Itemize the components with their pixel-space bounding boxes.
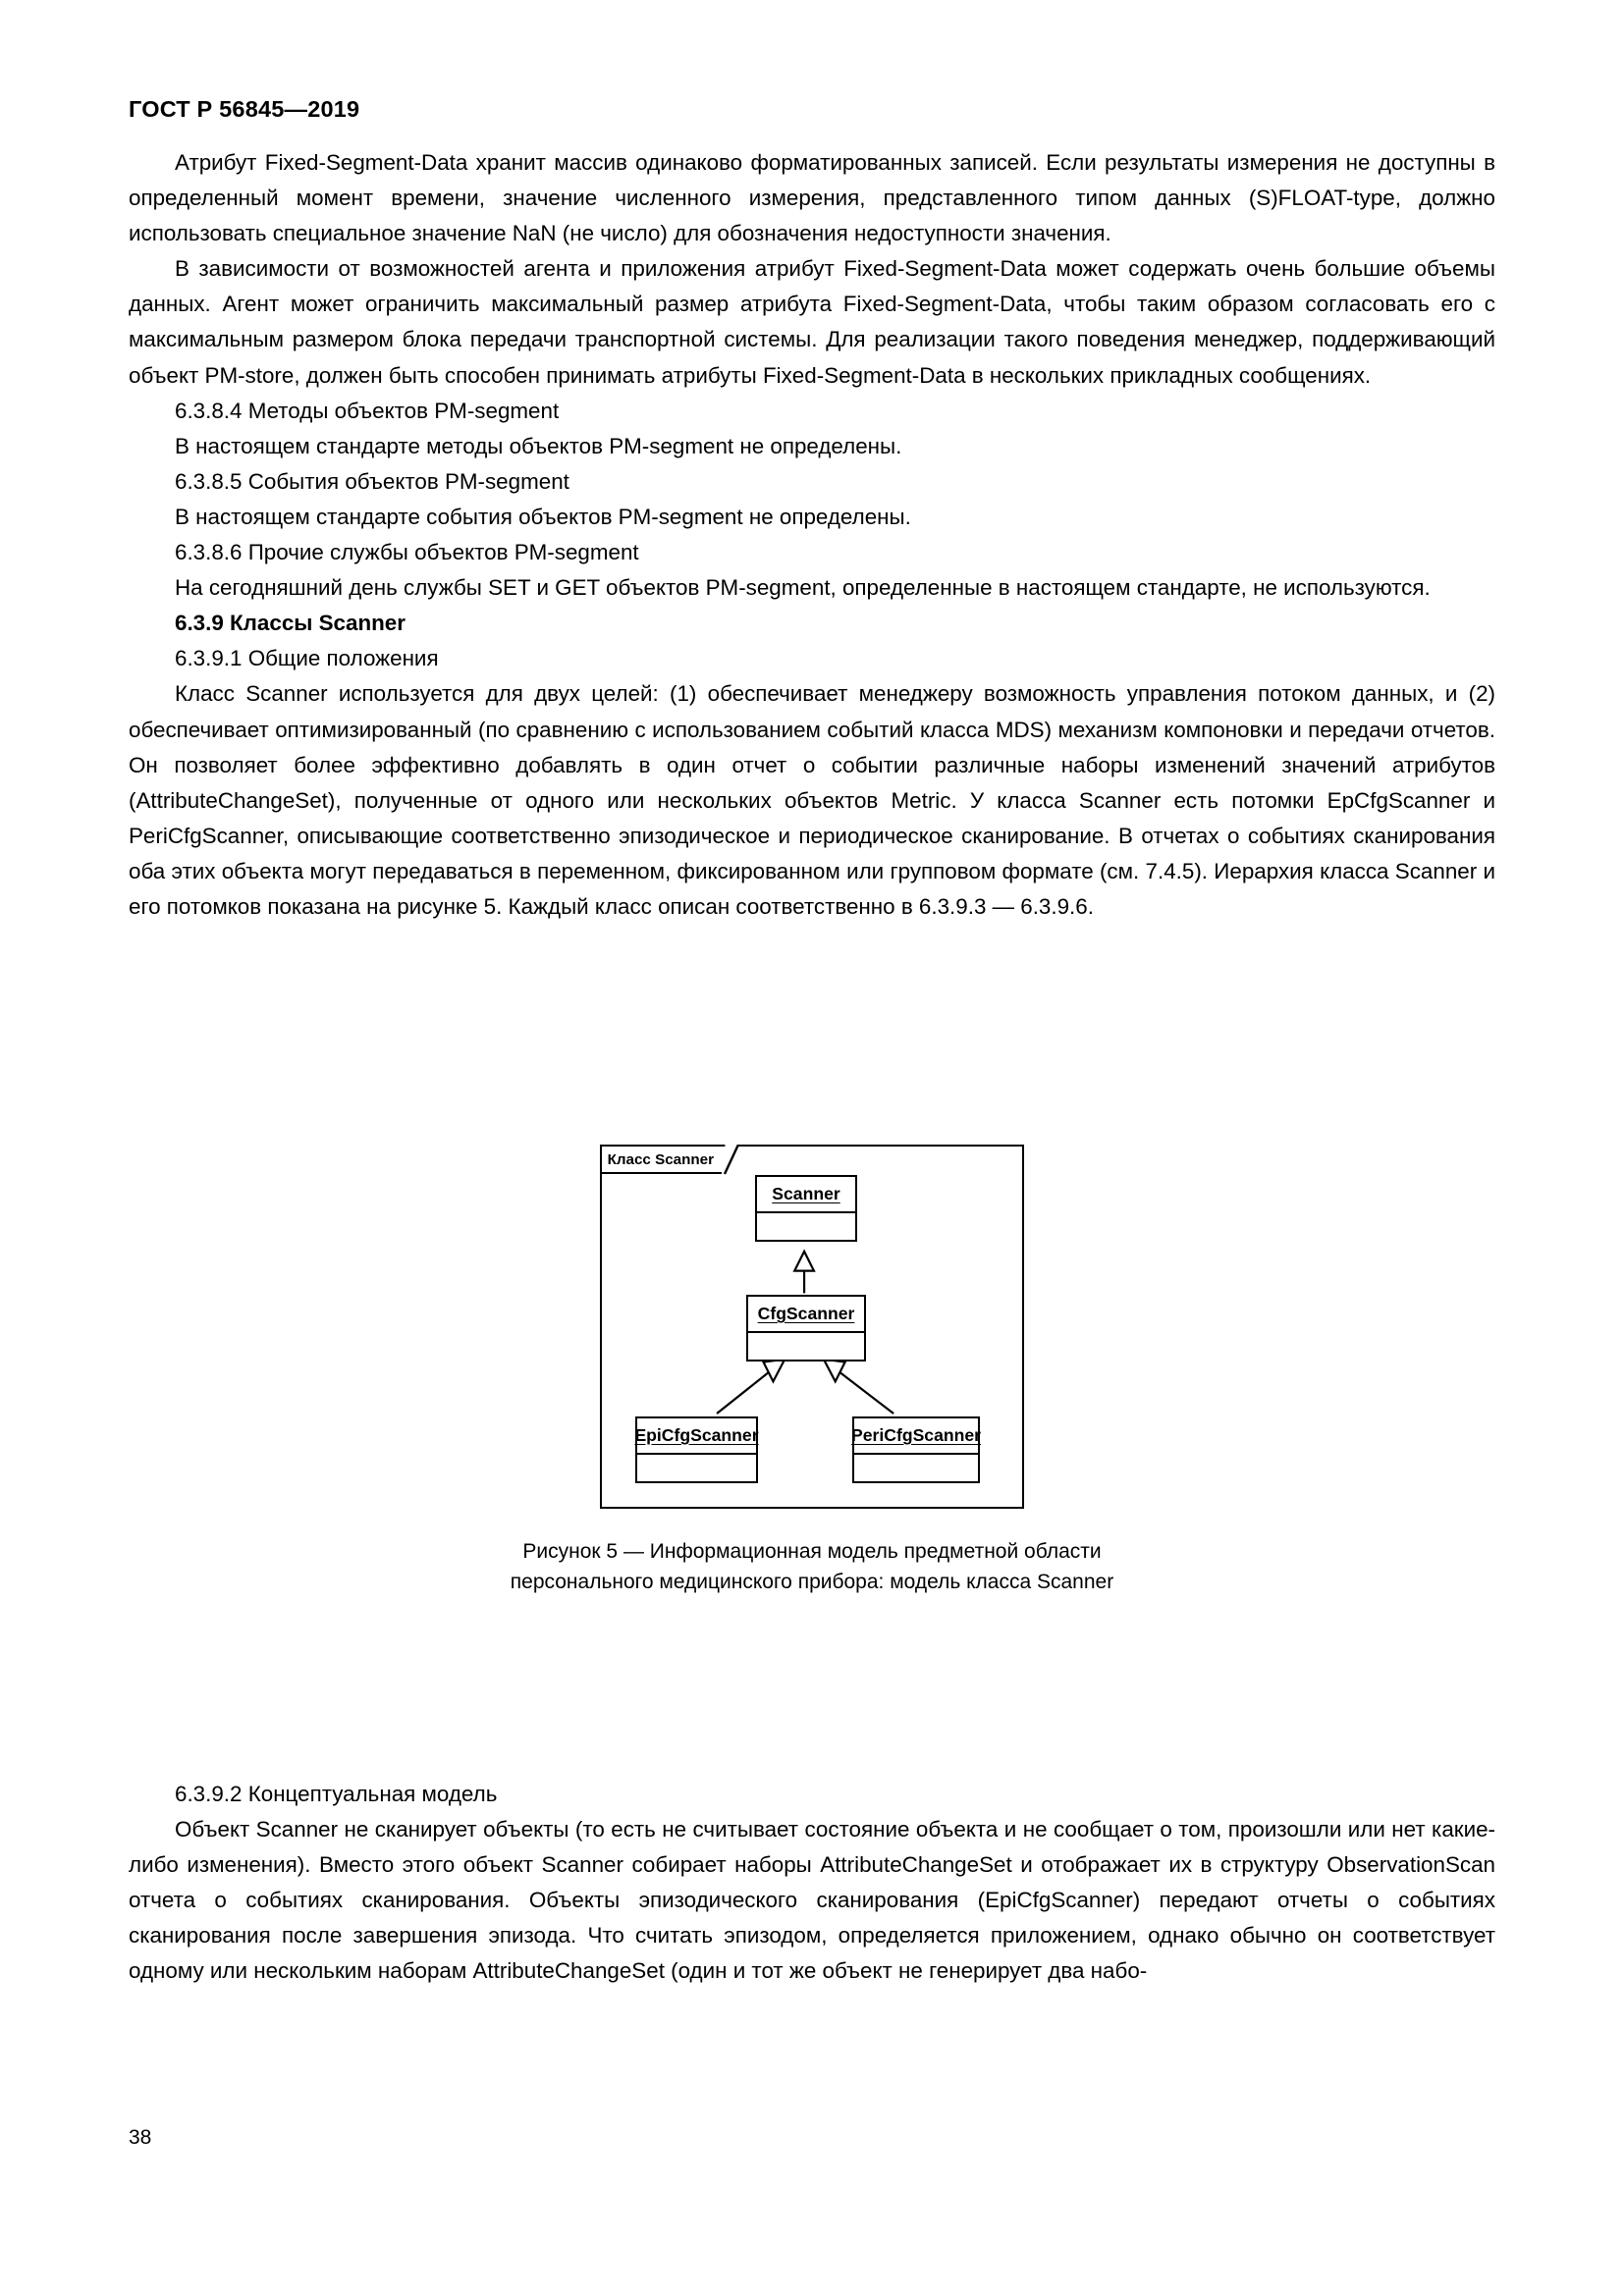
uml-class-pericfgscanner-attributes (854, 1455, 978, 1481)
uml-class-cfgscanner-attributes (748, 1333, 864, 1360)
paragraph-fixed-segment-data-2: В зависимости от возможностей агента и приложения атрибут Fixed-Segment-Data может содержать очень большие объемы данных. Агент может ограничить максимальный размер атрибута Fixed-Segment-Data, чтобы таким образом согласовать его с максимальным размером блока передачи транспортной системы. Для реализации такого поведения менеджер, поддерживающий объект PM-store, должен быть способен принимать атрибуты Fixed-Segment-Data в нескольких прикладных сообщениях. (129, 256, 1495, 388)
figure-caption-line-1: Рисунок 5 — Информационная модель предметной области (522, 1540, 1102, 1563)
uml-class-pericfgscanner (852, 1416, 980, 1483)
heading-6-3-9: 6.3.9 Классы Scanner (175, 611, 406, 636)
uml-class-cfgscanner-label: CfgScanner (757, 1304, 855, 1323)
uml-class-scanner-name-cell (757, 1177, 855, 1213)
heading-6-3-8-4: 6.3.8.4 Методы объектов PM-segment (175, 398, 560, 423)
upper-text-column (129, 145, 1495, 925)
paragraph-6-3-8-4: В настоящем стандарте методы объектов PM-segment не определены. (175, 433, 902, 458)
figure-5 (0, 1145, 1624, 1597)
heading-6-3-8-5: 6.3.8.5 События объектов PM-segment (175, 468, 569, 494)
uml-class-epicfgscanner-attributes (637, 1455, 756, 1481)
uml-class-cfgscanner (746, 1295, 866, 1362)
package-tab-slant (723, 1145, 740, 1176)
heading-6-3-9-2: 6.3.9.2 Концептуальная модель (175, 1782, 498, 1806)
paragraph-6-3-8-5: В настоящем стандарте события объектов PM-segment не определены. (175, 504, 911, 529)
paragraph-6-3-9-2: Объект Scanner не сканирует объекты (то есть не считывает состояние объекта и не сообщает о том, произошли или нет какие-либо изменения). Вместо этого объект Scanner собирает наборы AttributeChangeSet и отображает их в структуру ObservationScan отчета о событиях сканирования. Объекты эпизодического сканирования (EpiCfgScanner) передают отчеты о событиях сканирования после завершения эпизода. Что считать эпизодом, определяется приложением, однако обычно он соответствует одному или нескольким наборам AttributeChangeSet (один и тот же объект не генерирует два набо- (129, 1817, 1495, 1984)
uml-class-scanner-attributes (757, 1213, 855, 1240)
uml-class-cfgscanner-name-cell (748, 1297, 864, 1333)
uml-package-frame (600, 1145, 1024, 1509)
uml-class-epicfgscanner-label: EpiCfgScanner (634, 1425, 759, 1445)
uml-class-pericfgscanner-label: PeriCfgScanner (851, 1425, 981, 1445)
uml-class-scanner-label: Scanner (772, 1184, 840, 1203)
figure-caption-line-2: персонального медицинского прибора: модель класса Scanner (510, 1571, 1114, 1593)
paragraph-6-3-8-6: На сегодняшний день службы SET и GET объектов PM-segment, определенные в настоящем стандарте, не используются. (175, 575, 1431, 601)
uml-class-epicfgscanner-name-cell (634, 1418, 759, 1455)
page-number: 38 (129, 2126, 152, 2149)
paragraph-6-3-9-1: Класс Scanner используется для двух целей: (1) обеспечивает менеджеру возможность управления потоком данных, и (2) обеспечивает оптимизированный (по сравнению с использованием событий класса MDS) механизм компоновки и передачи отчетов. Он позволяет более эффективно добавлять в один отчет о событии различные наборы изменений значений атрибутов (AttributeChangeSet), полученные от одного или нескольких объектов Metric. У класса Scanner есть потомки EpCfgScanner и PeriCfgScanner, описывающие соответственно эпизодическое и периодическое сканирование. В отчетах о событиях сканирования оба этих объекта могут передаваться в переменном, фиксированном или групповом формате (см. 7.4.5). Иерархия класса Scanner и его потомков показана на рисунке 5. Каждый класс описан соответственно в 6.3.9.3 — 6.3.9.6. (129, 681, 1495, 919)
package-name-label: Класс Scanner (607, 1151, 715, 1169)
paragraph-fixed-segment-data-1: Атрибут Fixed-Segment-Data хранит массив одинаково форматированных записей. Если результаты измерения не доступны в определенный момент времени, значение численного измерения, представленного типом данных (S)FLOAT-type, должно использовать специальное значение NaN (не число) для обозначения недоступности значения. (129, 150, 1495, 246)
package-name-tab (600, 1145, 722, 1174)
heading-6-3-8-6: 6.3.8.6 Прочие службы объектов PM-segment (175, 540, 639, 565)
uml-class-pericfgscanner-name-cell (851, 1418, 981, 1455)
uml-class-epicfgscanner (635, 1416, 758, 1483)
running-header: ГОСТ Р 56845—2019 (129, 96, 360, 122)
figure-caption (321, 1536, 1303, 1597)
uml-class-scanner (755, 1175, 857, 1242)
heading-6-3-9-1: 6.3.9.1 Общие положения (175, 646, 439, 671)
lower-text-column (129, 1777, 1495, 1990)
